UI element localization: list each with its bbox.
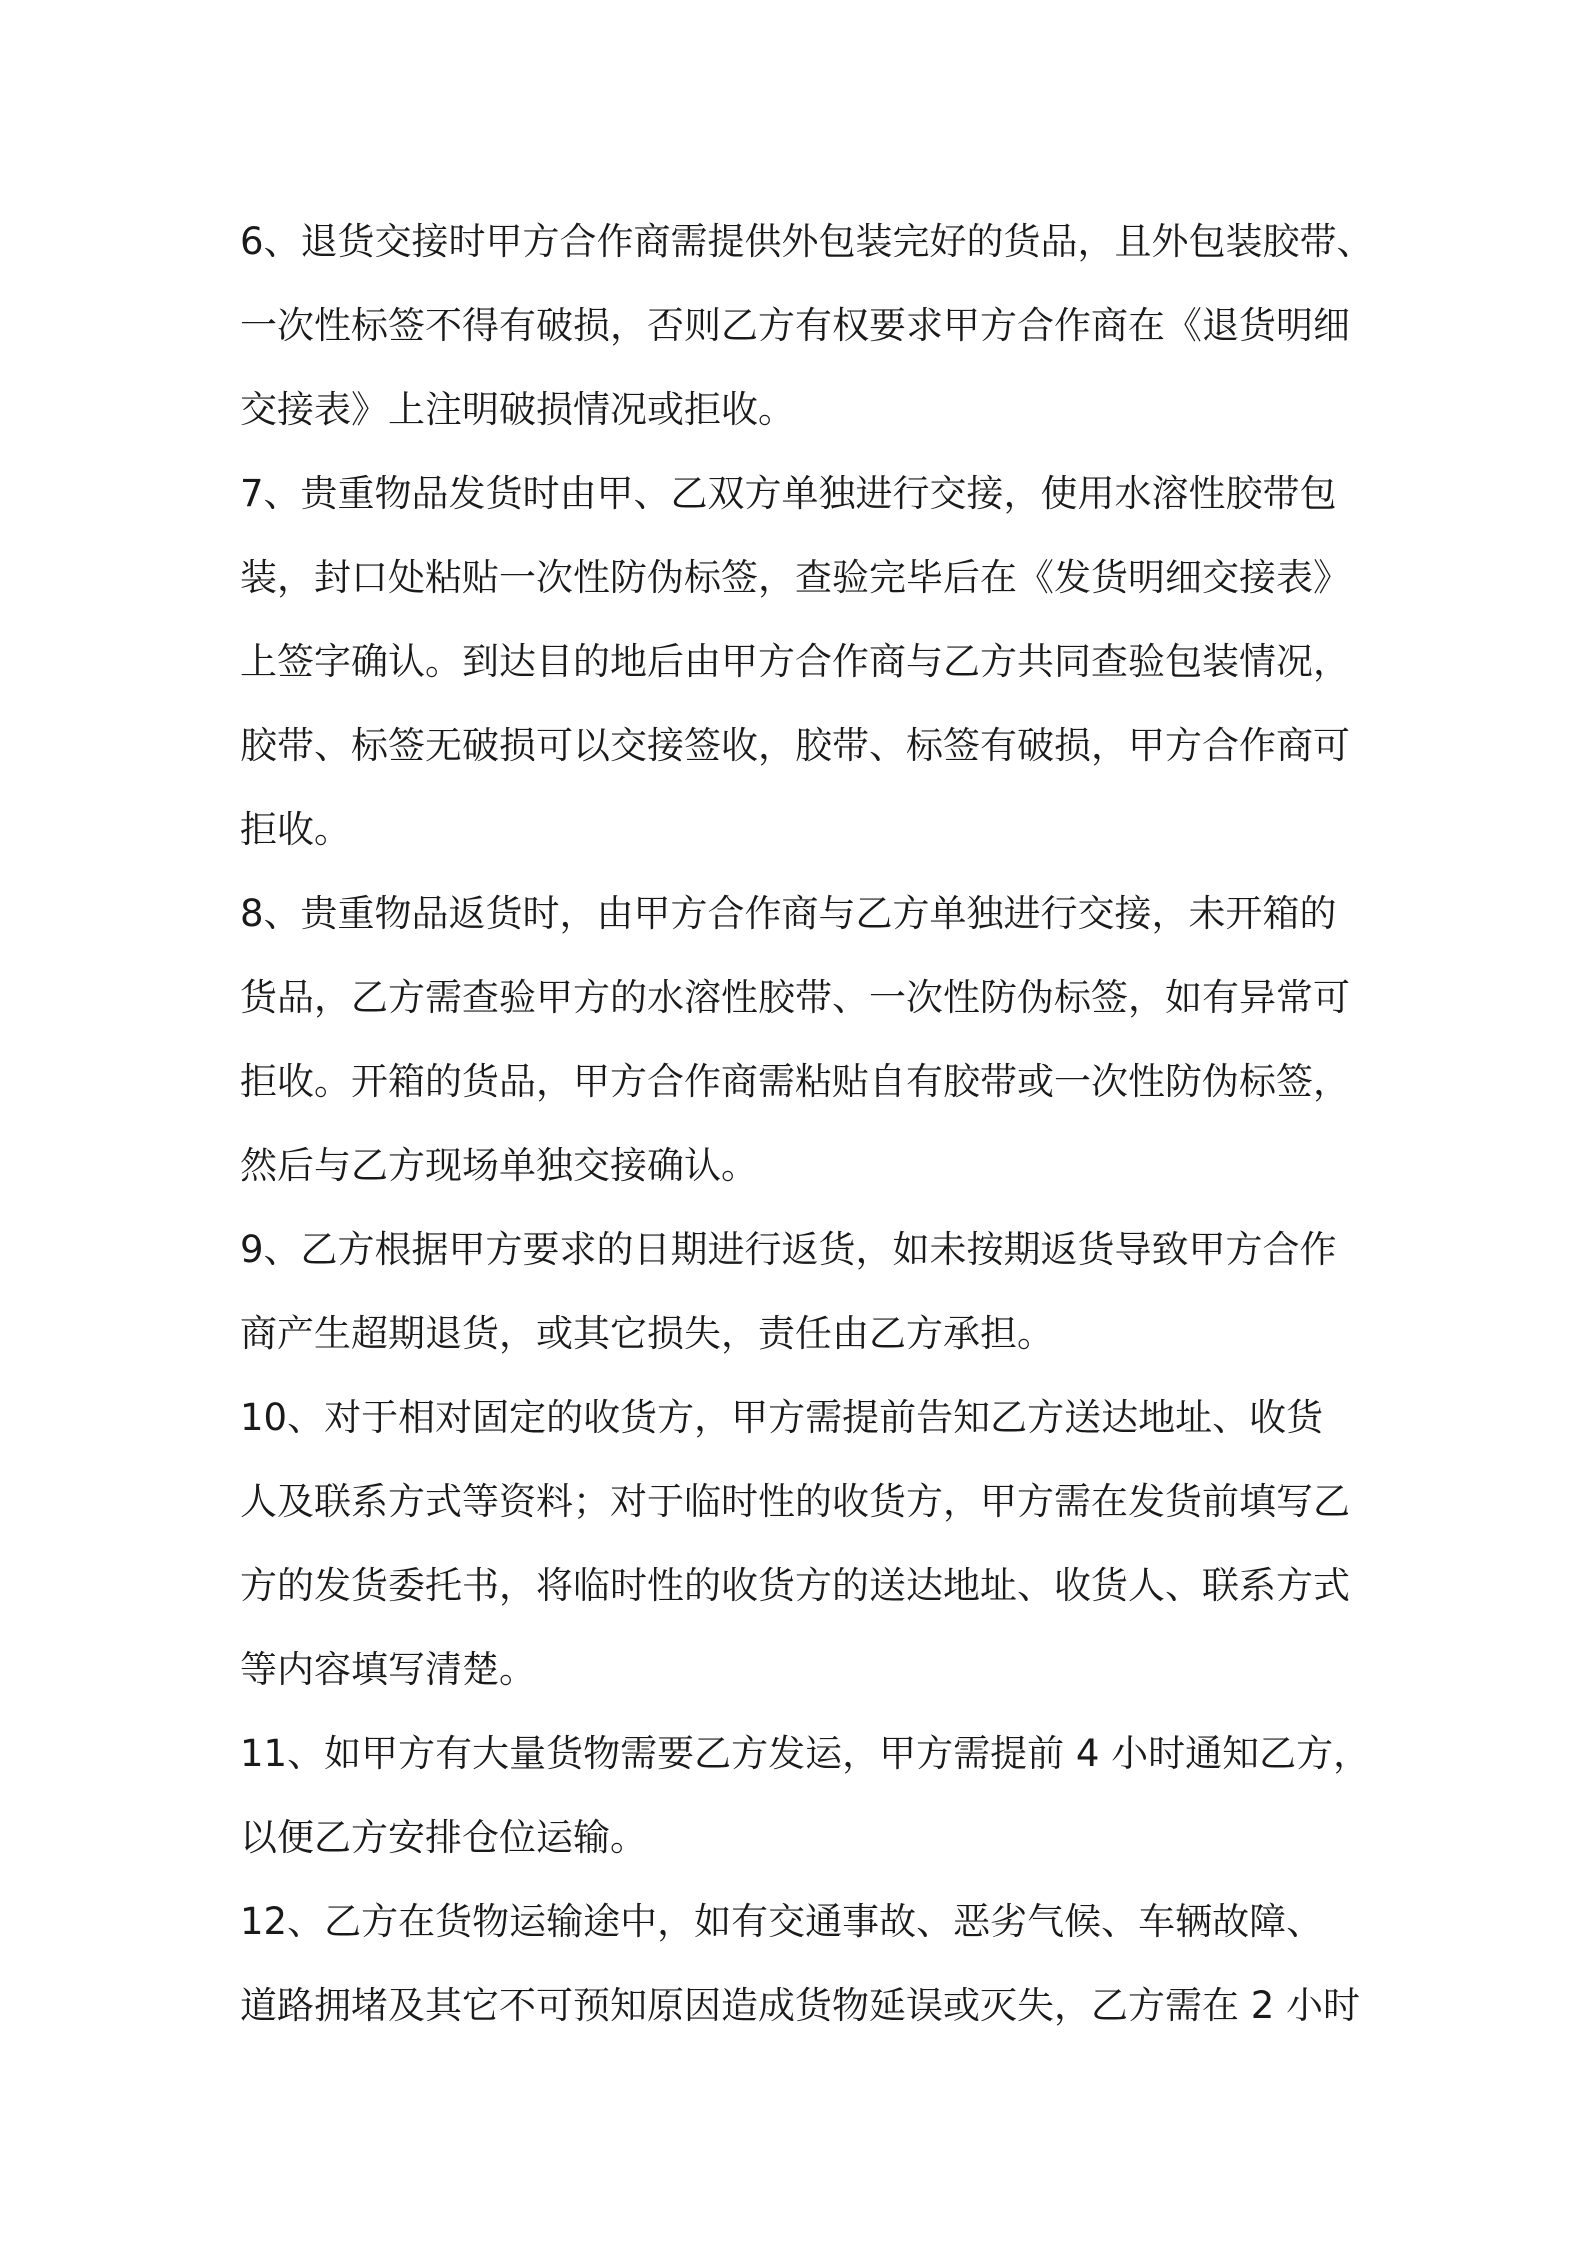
text-line: 6、退货交接时甲方合作商需提供外包装完好的货品，且外包装胶带、 <box>240 220 1374 263</box>
text-line: 12、乙方在货物运输途中，如有交通事故、恶劣气候、车辆故障、 <box>240 1900 1324 1943</box>
text-line: 方的发货委托书，将临时性的收货方的送达地址、收货人、联系方式 <box>240 1564 1350 1607</box>
text-line: 装，封口处粘贴一次性防伪标签，查验完毕后在《发货明细交接表》 <box>240 556 1350 599</box>
text-line: 8、贵重物品返货时，由甲方合作商与乙方单独进行交接，未开箱的 <box>240 892 1337 935</box>
text-line: 人及联系方式等资料；对于临时性的收货方，甲方需在发货前填写乙 <box>240 1480 1350 1523</box>
text-line: 等内容填写清楚。 <box>240 1648 536 1691</box>
contract-text <box>240 200 1374 2048</box>
text-line: 拒收。 <box>240 808 351 851</box>
text-line: 11、如甲方有大量货物需要乙方发运，甲方需提前 4 小时通知乙方， <box>240 1732 1371 1775</box>
text-line: 道路拥堵及其它不可预知原因造成货物延误或灭失，乙方需在 2 小时 <box>240 1984 1361 2027</box>
text-line: 货品，乙方需查验甲方的水溶性胶带、一次性防伪标签，如有异常可 <box>240 976 1350 1019</box>
text-line: 胶带、标签无破损可以交接签收，胶带、标签有破损，甲方合作商可 <box>240 724 1350 767</box>
text-line: 商产生超期退货，或其它损失，责任由乙方承担。 <box>240 1312 1054 1355</box>
text-line: 10、对于相对固定的收货方，甲方需提前告知乙方送达地址、收货 <box>240 1396 1324 1439</box>
text-line: 以便乙方安排仓位运输。 <box>240 1816 647 1859</box>
text-line: 上签字确认。到达目的地后由甲方合作商与乙方共同查验包装情况， <box>240 640 1350 683</box>
text-line: 交接表》上注明破损情况或拒收。 <box>240 388 795 431</box>
text-line: 一次性标签不得有破损，否则乙方有权要求甲方合作商在《退货明细 <box>240 304 1350 347</box>
text-line: 7、贵重物品发货时由甲、乙双方单独进行交接，使用水溶性胶带包 <box>240 472 1337 515</box>
text-line: 拒收。开箱的货品，甲方合作商需粘贴自有胶带或一次性防伪标签， <box>240 1060 1350 1103</box>
text-line: 9、乙方根据甲方要求的日期进行返货，如未按期返货导致甲方合作 <box>240 1228 1337 1271</box>
text-line: 然后与乙方现场单独交接确认。 <box>240 1144 758 1187</box>
